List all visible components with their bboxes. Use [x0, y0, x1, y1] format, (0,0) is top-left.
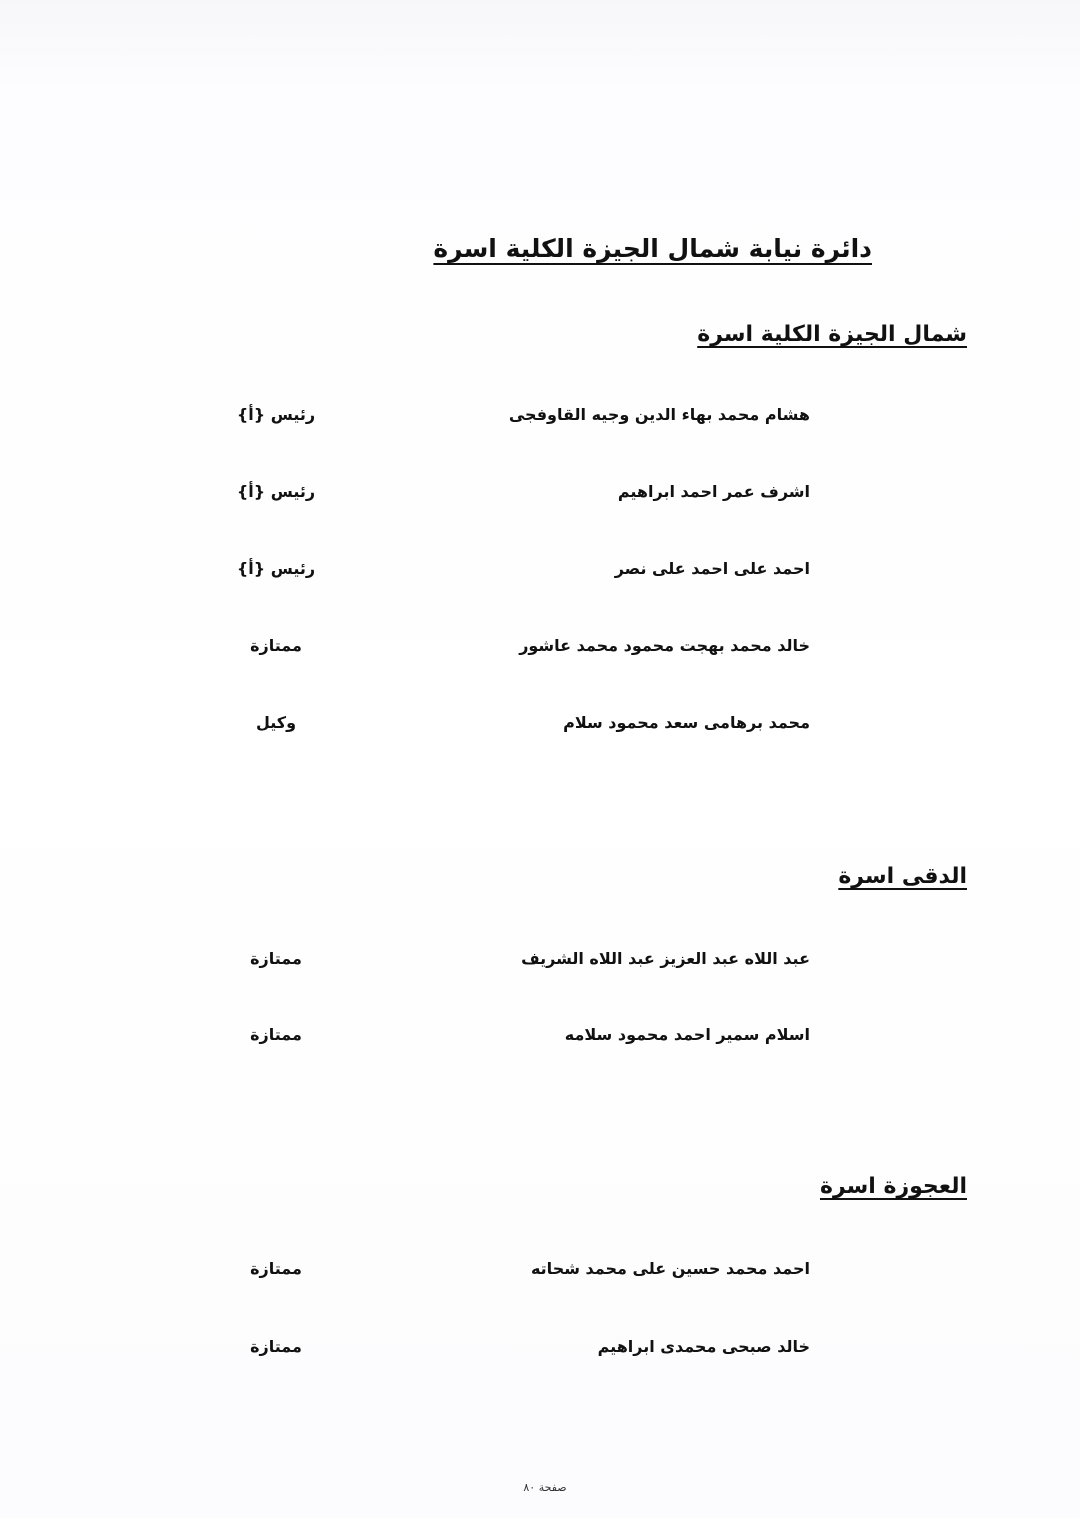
table-row	[0, 1337, 1080, 1367]
section-title-agouza: العجوزة اسرة	[819, 1174, 967, 1199]
table-row	[0, 713, 1080, 743]
member-rank: وكيل	[255, 713, 297, 732]
page-number: صفحة ٨٠	[523, 1481, 567, 1494]
member-rank: رئيس {أ}	[236, 559, 316, 578]
member-rank: رئيس {أ}	[236, 482, 316, 501]
member-rank: رئيس {أ}	[236, 405, 316, 424]
member-rank: ممتازة	[250, 636, 302, 655]
table-row	[0, 559, 1080, 589]
member-name: احمد محمد حسين على محمد شحاته	[530, 1259, 810, 1278]
table-row	[0, 1259, 1080, 1289]
member-name: اسلام سمير احمد محمود سلامه	[564, 1025, 810, 1044]
table-row	[0, 482, 1080, 512]
table-row	[0, 949, 1080, 979]
member-name: احمد على احمد على نصر	[614, 559, 810, 578]
member-rank: ممتازة	[250, 1025, 302, 1044]
table-row	[0, 1025, 1080, 1055]
table-row	[0, 405, 1080, 435]
section-title-north-giza: شمال الجيزة الكلية اسرة	[697, 322, 967, 347]
member-name: اشرف عمر احمد ابراهيم	[617, 482, 810, 501]
member-rank: ممتازة	[250, 1259, 302, 1278]
member-name: محمد برهامى سعد محمود سلام	[563, 713, 810, 732]
member-name: خالد صبحى محمدى ابراهيم	[597, 1337, 810, 1356]
member-name: هشام محمد بهاء الدين وجيه القاوفجى	[508, 405, 810, 424]
member-name: خالد محمد بهجت محمود محمد عاشور	[519, 636, 810, 655]
member-rank: ممتازة	[250, 949, 302, 968]
section-title-dokki: الدقى اسرة	[838, 864, 967, 889]
member-name: عبد اللاه عبد العزيز عبد اللاه الشريف	[521, 949, 810, 968]
member-rank: ممتازة	[250, 1337, 302, 1356]
document-title: دائرة نيابة شمال الجيزة الكلية اسرة	[433, 234, 872, 263]
table-row	[0, 636, 1080, 666]
